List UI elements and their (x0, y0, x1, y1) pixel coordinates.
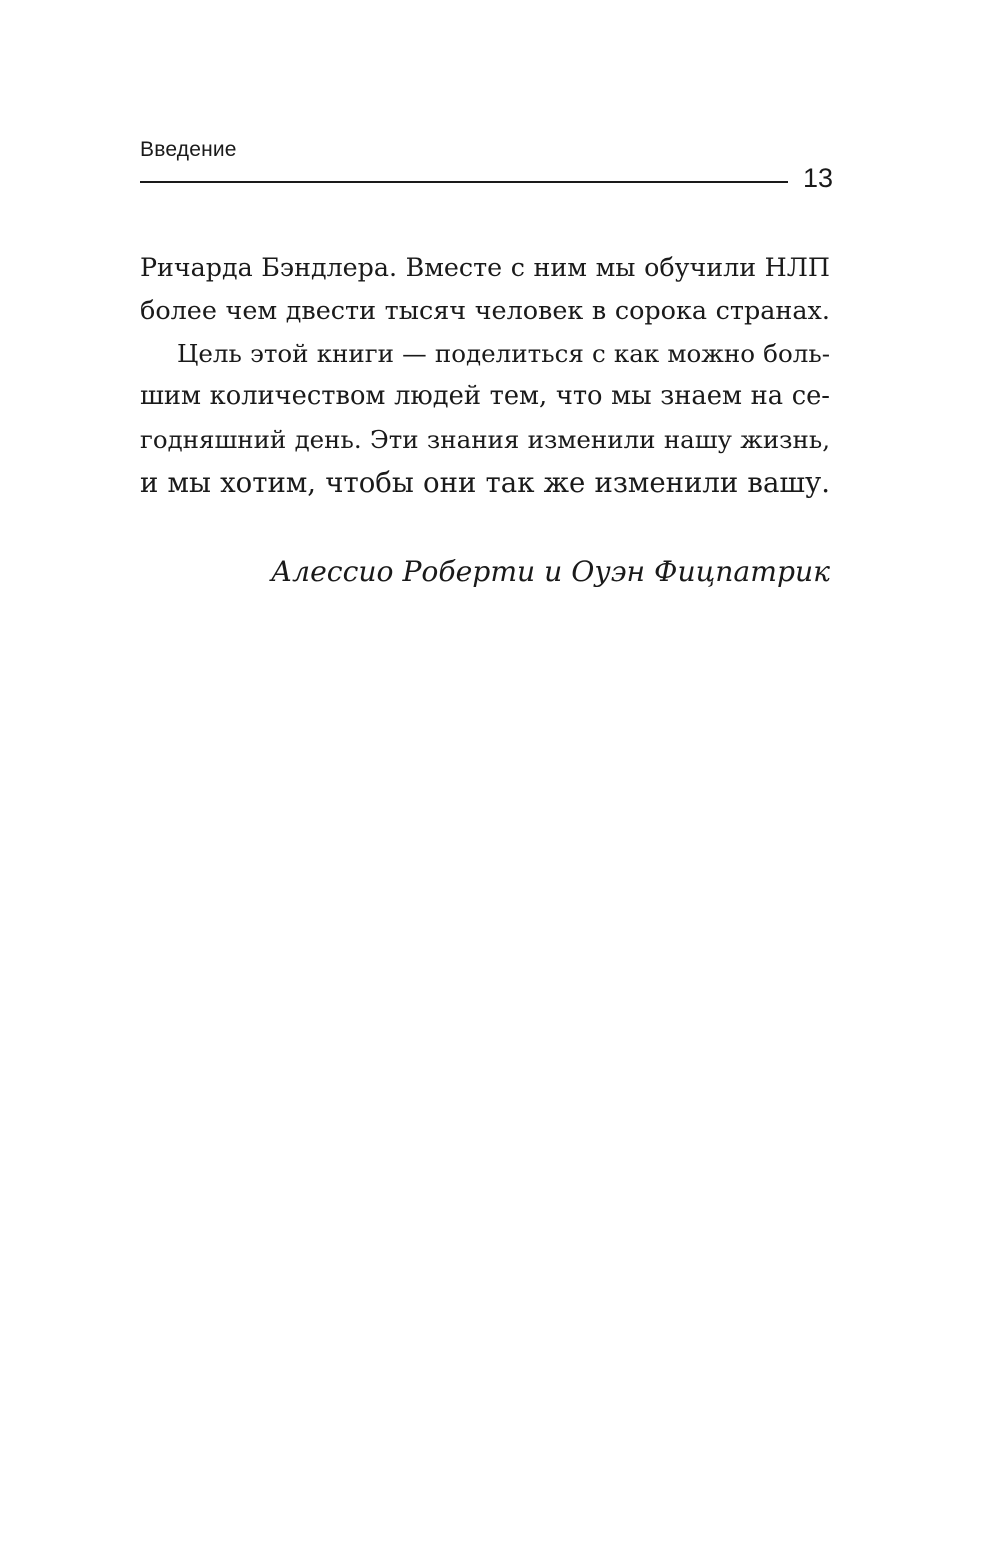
page-number: 13 (802, 163, 833, 193)
text-line: годняшний день. Эти знания изменили нашу жизнь, (140, 425, 830, 454)
text-line: Ричарда Бэндлера. Вместе с ним мы обучили НЛП (140, 252, 830, 282)
header-rule (140, 181, 788, 183)
text-line: Цель этой книги — поделиться с как можно боль- (177, 339, 830, 368)
text-line: шим количеством людей тем, что мы знаем на се- (140, 381, 830, 411)
text-line: и мы хотим, чтобы они так же изменили вашу. (140, 466, 830, 499)
body-text (140, 246, 830, 504)
author-signature: Алессио Роберти и Оуэн Фицпатрик (270, 555, 830, 588)
running-head-title: Введение (140, 138, 237, 161)
text-line: более чем двести тысяч человек в сорока странах. (140, 295, 830, 325)
